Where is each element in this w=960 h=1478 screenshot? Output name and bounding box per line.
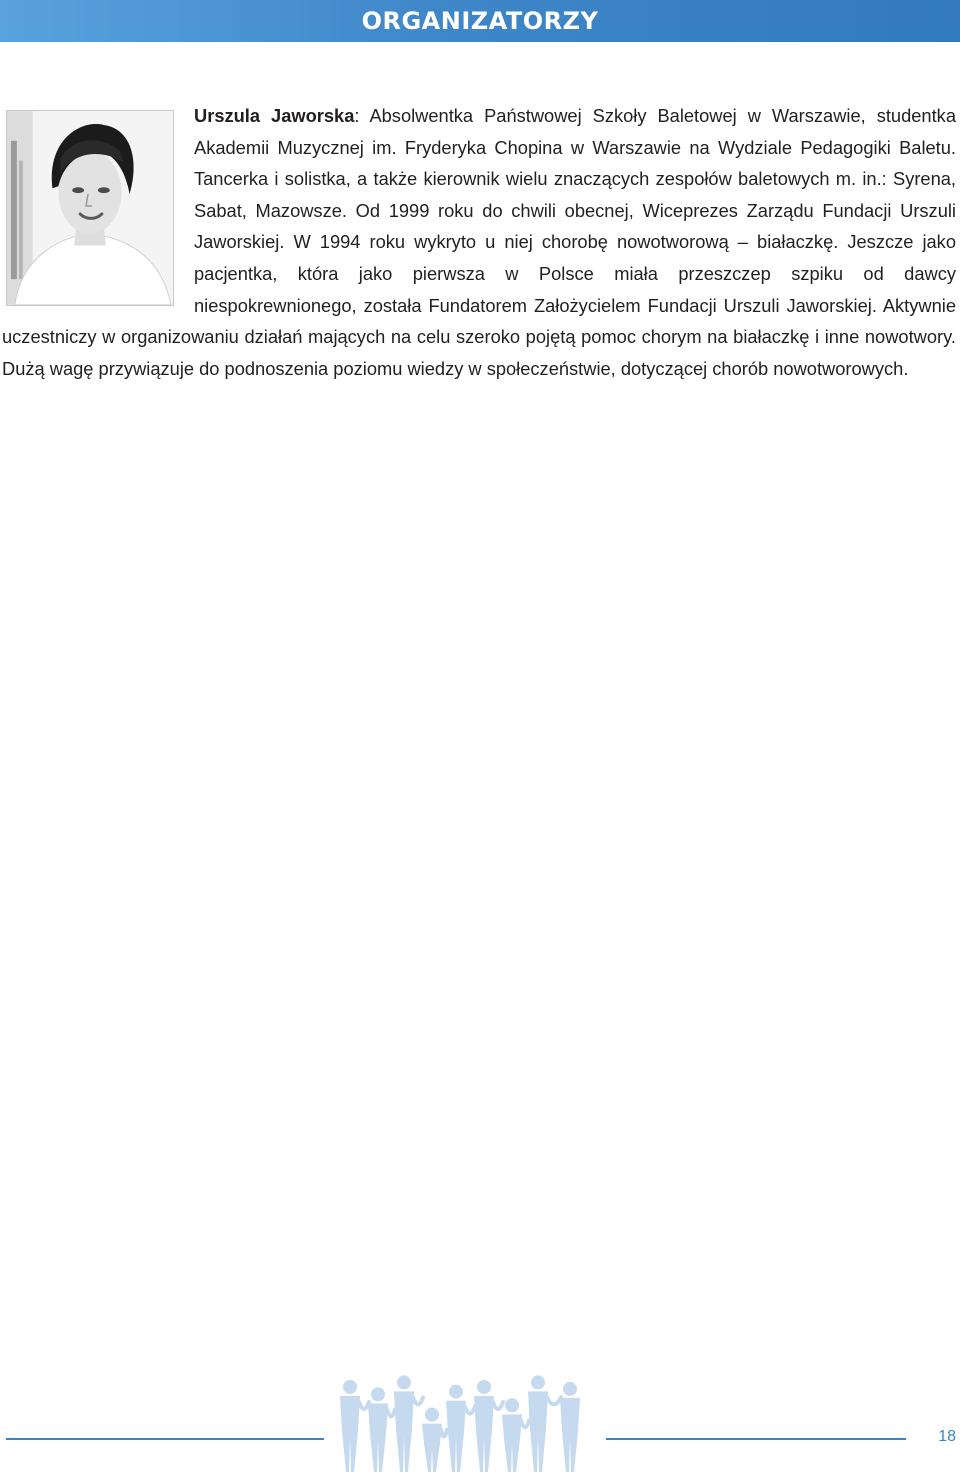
bio-text: : Absolwentka Państwowej Szkoły Baletowej w Warszawie, studentka Akademii Muzycznej im. Fryderyka Chopina w Warszawie na Wydziale Pedagogiki Baletu. Tancerka i solistka, a także kierownik wielu znaczących zespołów baletowych m. in.: Syrena, Sabat, Mazowsze. Od 1999 roku do chwili obecnej, Wiceprezes Zarządu Fundacji Urszuli Jaworskiej. W 1994 roku wykryto u niej chorobę nowotworową – białaczkę. Jeszcze jako pacjentka, która jako pierwsza w Polsce miała przeszczep szpiku od dawcy niespokrewnionego, została Fundatorem Założycielem Fundacji Urszuli Jaworskiej. Aktywnie uczestniczy w organizowaniu działań mających na celu szeroko pojętą pomoc chorym na białaczkę i inne nowotwory. Dużą wagę przywiązuje do podnoszenia poziomu wiedzy w społeczeństwie, dotyczącej chorób nowotworowych. bbox=[2, 105, 956, 379]
section-title: ORGANIZATORZY bbox=[361, 7, 599, 35]
person-silhouette bbox=[446, 1385, 475, 1472]
bio-paragraph bbox=[2, 100, 956, 384]
person-name: Urszula Jaworska bbox=[194, 105, 355, 126]
person-silhouette bbox=[560, 1382, 580, 1472]
person-silhouette bbox=[340, 1380, 369, 1472]
person-silhouette bbox=[502, 1398, 529, 1472]
person-silhouette bbox=[394, 1375, 423, 1472]
section-header bbox=[0, 0, 960, 42]
photo-spacer bbox=[2, 100, 194, 321]
page-number: 18 bbox=[938, 1428, 956, 1445]
people-silhouettes-graphic bbox=[338, 1368, 592, 1472]
footer-divider-left bbox=[6, 1438, 324, 1440]
person-silhouette bbox=[474, 1380, 503, 1472]
person-silhouette bbox=[422, 1408, 447, 1472]
person-silhouette bbox=[528, 1375, 561, 1472]
footer-divider-right bbox=[606, 1438, 906, 1440]
person-silhouette bbox=[368, 1387, 395, 1472]
